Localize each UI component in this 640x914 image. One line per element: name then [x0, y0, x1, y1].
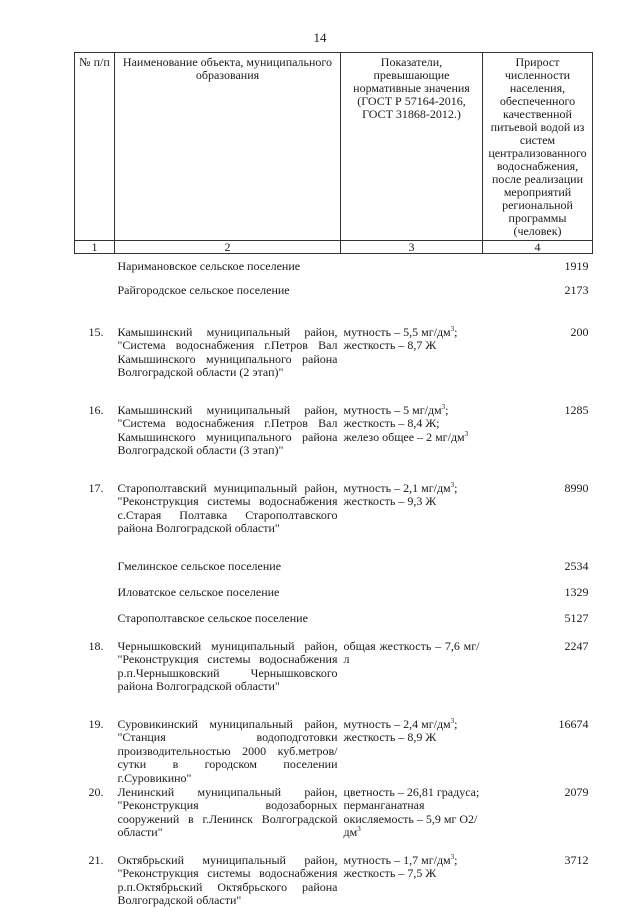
indicators: мутность – 5 $мг/дм^3$; жесткость – 8,4 Ж; железо общее – 2 $мг/дм^3$ [343, 402, 469, 444]
object-name: Суровикинский муниципальный район, "Станция водоподготовки производительностью 2000 куб.метров/сутки в городском поселении г.Суровикино" [117, 716, 338, 785]
growth-value: 8990 [564, 480, 589, 495]
indicators: общая жесткость – 7,6 мг/л [343, 638, 480, 666]
object-name: Чернышковский муниципальный район, "Реконструкция системы водоснабжения р.п.Чернышковский Чернышковского района Волгоградской области" [117, 638, 338, 693]
table-row [75, 482, 593, 560]
object-name: Старополтавский муниципальный район, "Реконструкция системы водоснабжения с.Старая Полтавка Старополтавского района Волгоградской области" [117, 480, 338, 535]
table-row [75, 560, 593, 586]
growth-value: 3712 [564, 852, 589, 867]
settlement-name: Гмелинское сельское поселение [117, 558, 282, 573]
table-row [75, 586, 593, 612]
column-number: 4 [483, 241, 593, 254]
header-indicators: Показатели, превышающие нормативные значения (ГОСТ Р 57164-2016, ГОСТ 31868-2012.) [341, 53, 483, 241]
growth-value: 200 [570, 324, 589, 339]
row-number: 20. [88, 784, 104, 799]
growth-value: 16674 [558, 716, 589, 731]
growth-value: 1285 [564, 402, 589, 417]
indicators: мутность – 2,4 $мг/дм^3$; жесткость – 8,9 Ж [343, 716, 458, 744]
table-row [75, 640, 593, 718]
table-row [75, 718, 593, 786]
row-number: 17. [88, 480, 104, 495]
growth-value: 1329 [564, 584, 589, 599]
object-name: Октябрьский муниципальный район, "Реконструкция системы водоснабжения р.п.Октябрьский Октябрьского района Волгоградской области" [117, 852, 338, 907]
growth-value: 1919 [564, 258, 589, 273]
settlement-name: Старополтавское сельское поселение [117, 610, 308, 625]
indicators: мутность – 5,5 $мг/дм^3$; жесткость – 8,7 Ж [343, 324, 458, 352]
indicators: цветность – 26,81 градуса; перманганатная окисляемость – 5,9 мг $О2/дм^3$ [343, 784, 480, 839]
row-number: 15. [88, 324, 104, 339]
program-table [74, 52, 593, 914]
row-number: 19. [88, 716, 104, 731]
object-name: Камышинский муниципальный район, "Система водоснабжения г.Петров Вал Камышинского муниципального района Волгоградской области (3 этап)" [117, 402, 338, 457]
row-number: 18. [88, 638, 104, 653]
indicators: мутность – 1,7 $мг/дм^3$; жесткость – 7,5 Ж [343, 852, 458, 880]
growth-value: 5127 [564, 610, 589, 625]
table-row [75, 786, 593, 854]
growth-value: 2534 [564, 558, 589, 573]
table-header-row [75, 53, 593, 241]
growth-value: 2247 [564, 638, 589, 653]
row-number: 16. [88, 402, 104, 417]
settlement-name: Иловатское сельское поселение [117, 584, 280, 599]
table-row [75, 326, 593, 404]
growth-value: 2079 [564, 784, 589, 799]
row-number: 21. [88, 852, 104, 867]
table-row [75, 260, 593, 284]
header-num: № п/п [75, 53, 115, 241]
table-row [75, 404, 593, 482]
header-growth: Прирост численности населения, обеспеченного качественной питьевой водой из систем централизованного водоснабжения, после реализации мероприятий региональной программы (человек) [483, 53, 593, 241]
table-row [75, 284, 593, 326]
page-number: 14 [313, 30, 327, 45]
column-number: 3 [341, 241, 483, 254]
header-name: Наименование объекта, муниципального образования [115, 53, 341, 241]
settlement-name: Наримановское сельское поселение [117, 258, 301, 273]
column-numbers-row [75, 241, 593, 254]
table-row [75, 612, 593, 640]
indicators: мутность – 2,1 $мг/дм^3$; жесткость – 9,3 Ж [343, 480, 458, 508]
growth-value: 2173 [564, 282, 589, 297]
column-number: 2 [115, 241, 341, 254]
object-name: Камышинский муниципальный район, "Система водоснабжения г.Петров Вал Камышинского муниципального района Волгоградской области (2 этап)" [117, 324, 338, 379]
object-name: Ленинский муниципальный район, "Реконструкция водозаборных сооружений в г.Ленинск Волгоградской области" [117, 784, 338, 839]
column-number: 1 [75, 241, 115, 254]
settlement-name: Райгородское сельское поселение [117, 282, 290, 297]
